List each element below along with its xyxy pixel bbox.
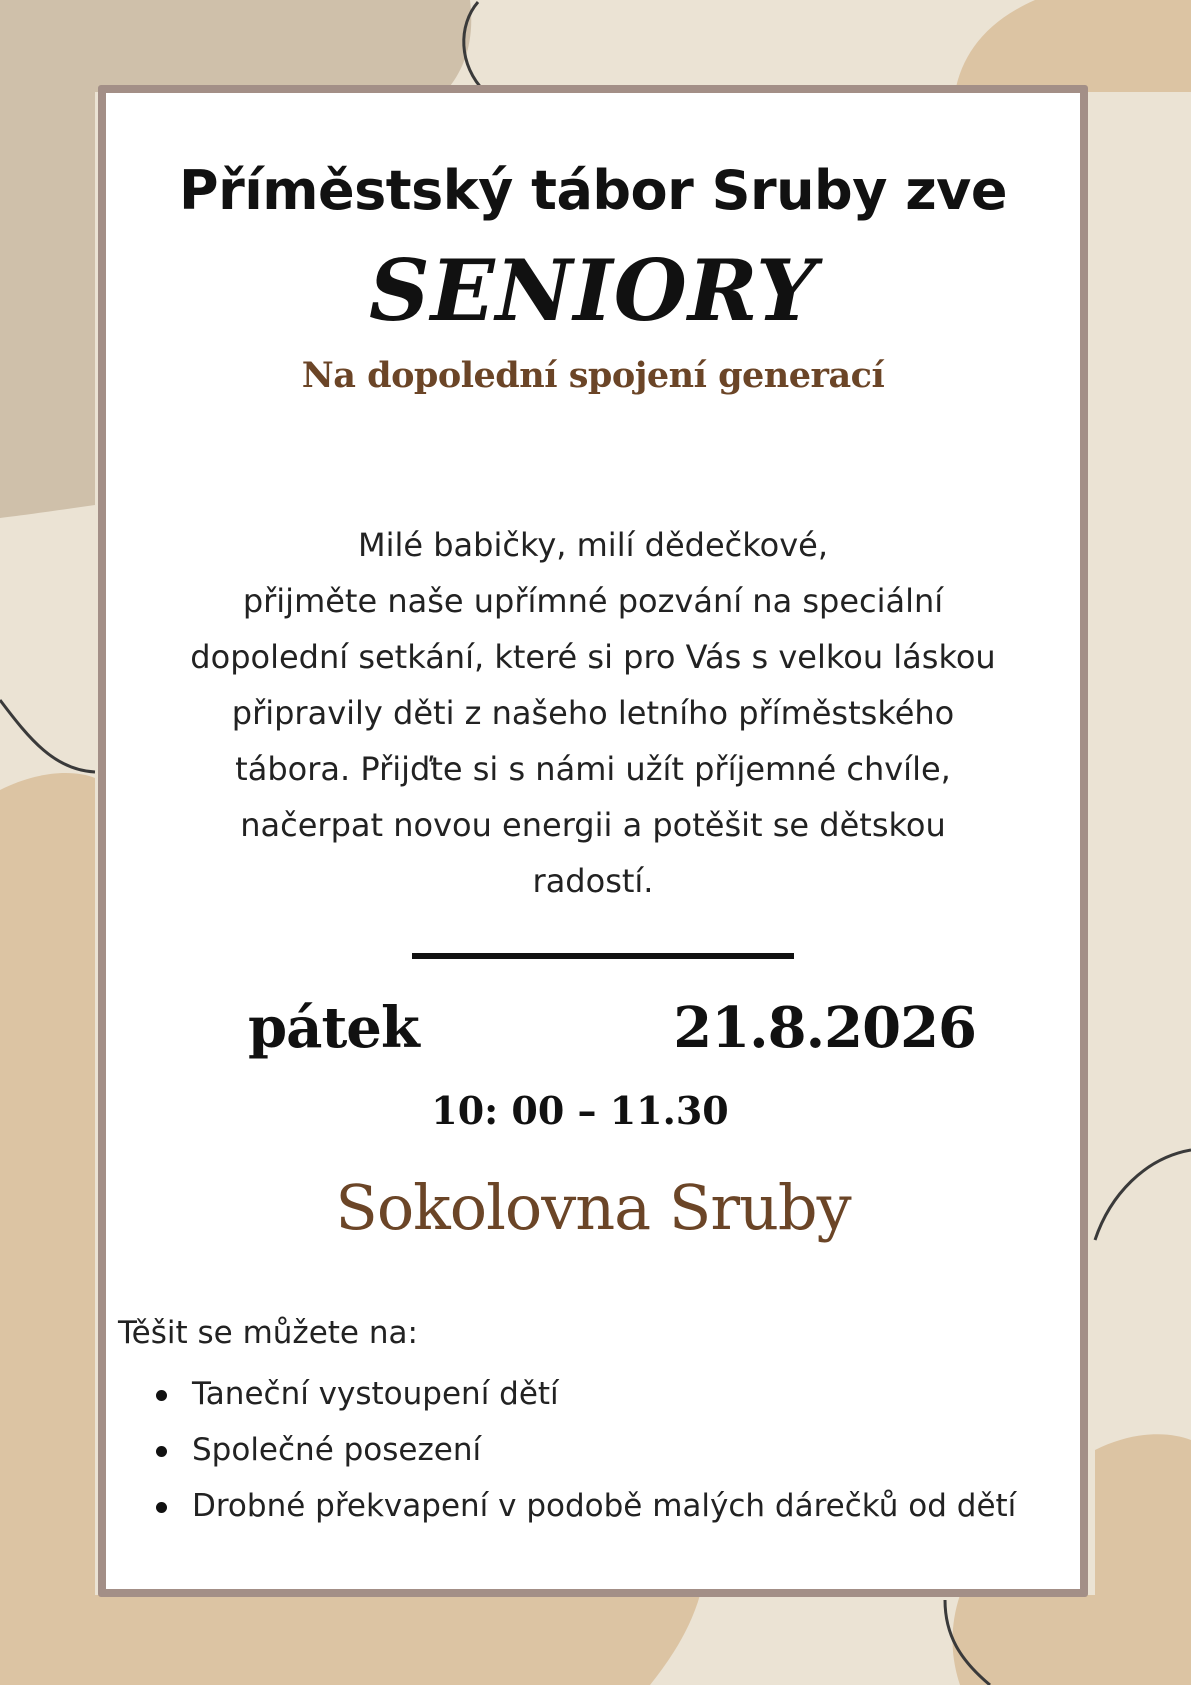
invitation-subtitle: Na dopolední spojení generací [301,355,885,396]
event-venue: Sokolovna Sruby [335,1171,851,1244]
bottom-left-shape [0,1595,700,1685]
invitation-line: připravily děti z našeho letního příměstského [231,694,955,732]
invitation-text [186,517,1000,909]
invitation-line: dopolední setkání, které si pro Vás s velkou láskou [190,638,996,676]
event-day: pátek [248,995,419,1061]
invitation-greeting: Milé babičky, milí dědečkové, [357,526,828,564]
invitation-card [98,85,1088,1597]
invitation-line: přijměte naše upřímné pozvání na speciální [242,582,944,620]
list-item: Společné posezení [118,1422,1016,1478]
invitation-line: radostí. [532,862,654,900]
invitation-line: načerpat novou energii a potěšit se dětskou [240,806,946,844]
program-list [118,1366,1016,1534]
event-date: 21.8.2026 [673,995,976,1061]
left-middle-shape [0,773,95,1605]
invitation-title: SENIORY [368,241,818,340]
list-item: Drobné překvapení v podobě malých dárečků od dětí [118,1478,1016,1534]
event-time: 10: 00 – 11.30 [431,1088,729,1133]
invitation-line: tábora. Přijďte si s námi užít příjemné chvíle, [235,750,951,788]
list-item: Taneční vystoupení dětí [118,1366,1016,1422]
section-divider [412,953,794,959]
program-intro: Těšit se můžete na: [118,1315,418,1351]
invitation-headline: Příměstský tábor Sruby zve [179,159,1007,222]
